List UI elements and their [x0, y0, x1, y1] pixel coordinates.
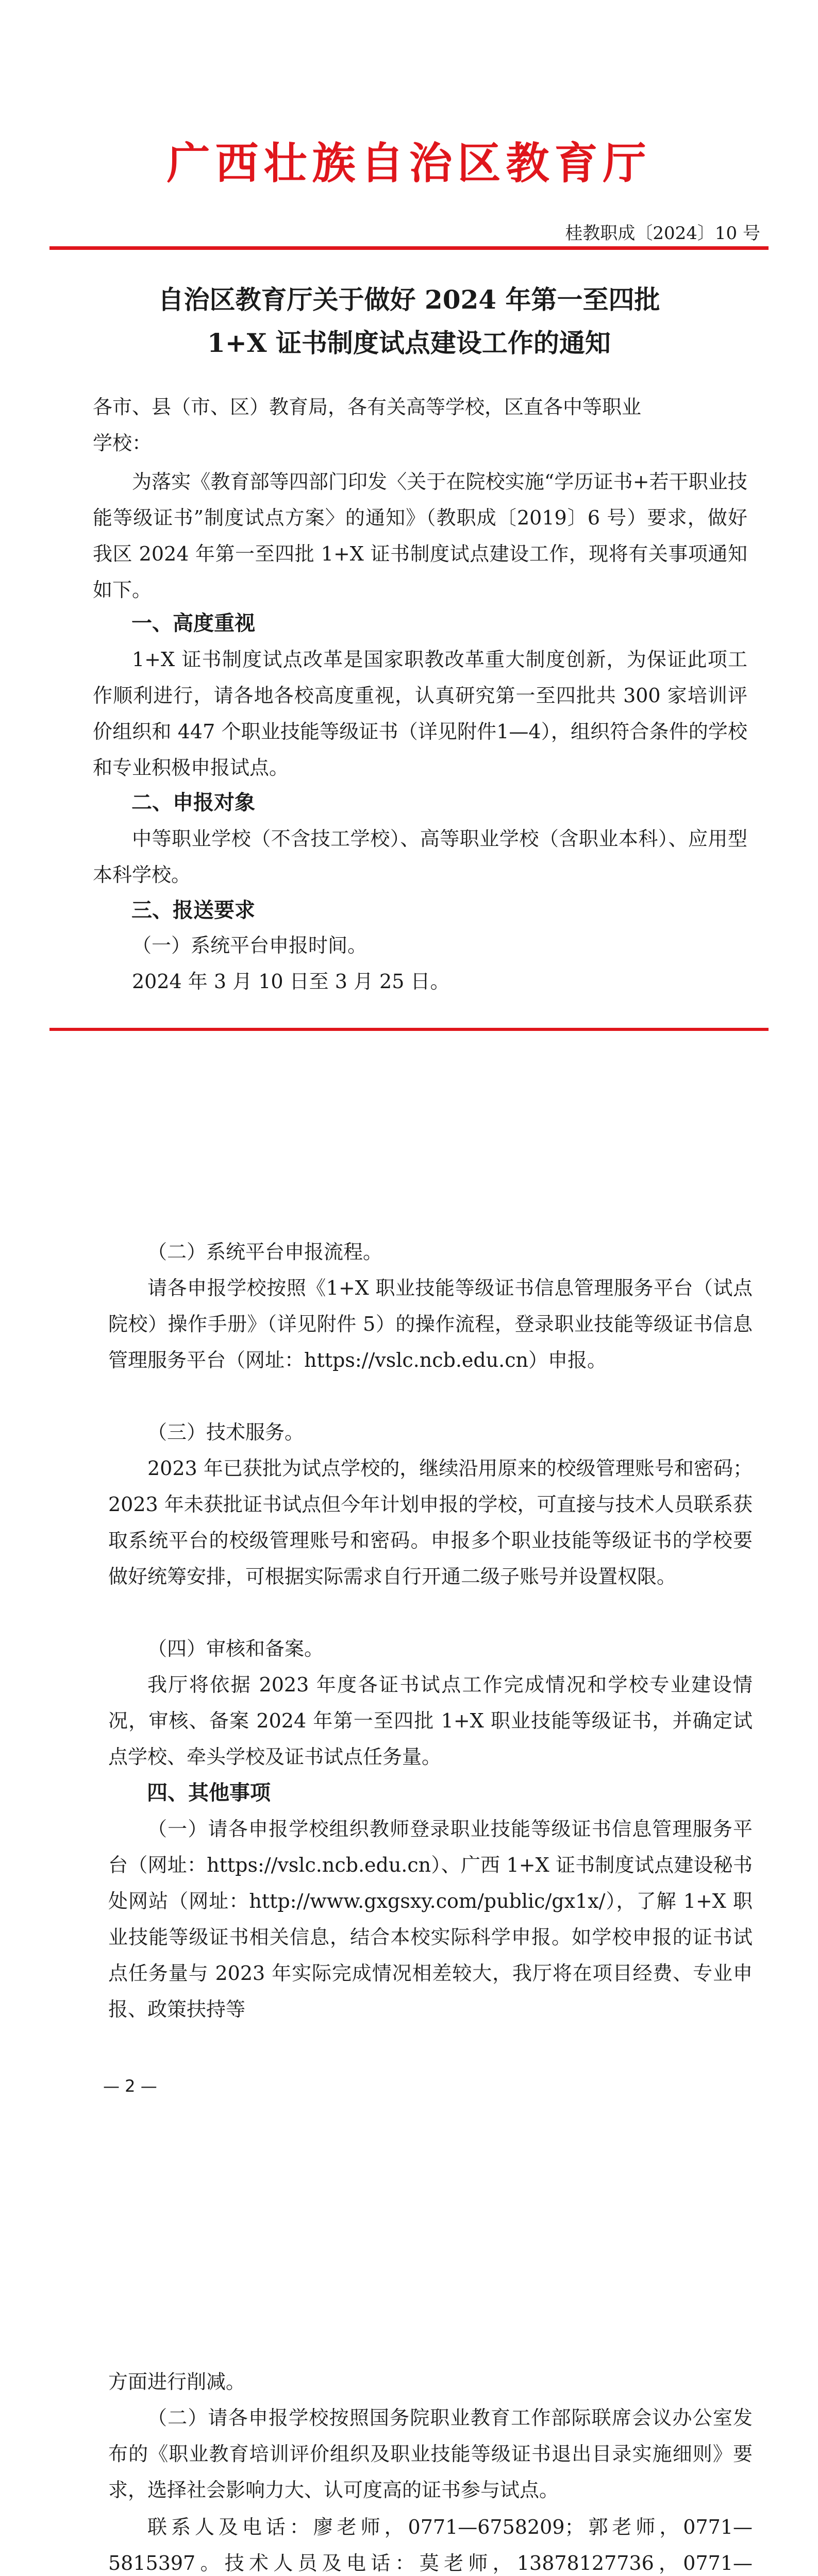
- section-4-body: （一）请各申报学校组织教师登录职业技能等级证书信息管理服务平台（网址：https://vslc.ncb.edu.cn）、广西 1+X 证书制度试点建设秘书处网站（网址：http://www.gxgsxy.com/public/gx1x/），了解 1+X 职业技能等级证书相关信息，结合本校实际科学申报。如学校申报的证书试点任务量与 2023 年实际完成情况相差较大，我厅将在项目经费、专业申报、政策扶持等: [108, 1818, 753, 2021]
- issuer-banner: 广西壮族自治区教育厅: [166, 138, 652, 189]
- page-1: [0, 0, 818, 1051]
- page-number-2: — 2 —: [103, 2076, 157, 2096]
- page-3: [0, 2360, 818, 2576]
- header-red-rule: [49, 246, 769, 250]
- section-3-sub-1: （一）系统平台申报时间。: [132, 934, 368, 957]
- contact-info: 联系人及电话：廖老师，0771—6758209；郭老师，0771—5815397。技术人员及电话：莫老师，13878127736，0771—: [108, 2516, 753, 2574]
- sub-3-heading: （三）技术服务。: [147, 1421, 305, 1444]
- section-2-body: 中等职业学校（不含技工学校）、高等职业学校（含职业本科）、应用型本科学校。: [93, 827, 747, 886]
- section-3-heading: 三、报送要求: [131, 899, 255, 922]
- greeting-line-1: 各市、县（市、区）教育局，各有关高等学校，区直各中等职业: [93, 396, 642, 418]
- page-2: [0, 1051, 818, 2123]
- other-item-2: （二）请各申报学校按照国务院职业教育工作部际联席会议办公室发布的《职业教育培训评价组织及职业技能等级证书退出目录实施细则》要求，选择社会影响力大、认可度高的证书参与试点。: [108, 2406, 753, 2501]
- document-title-line-2: 1+X 证书制度试点建设工作的通知: [207, 328, 611, 358]
- sub-4-body: 我厅将依据 2023 年度各证书试点工作完成情况和学校专业建设情况，审核、备案 2024 年第一至四批 1+X 职业技能等级证书，并确定试点学校、牵头学校及证书试点任务量。: [108, 1673, 753, 1768]
- footer-red-rule: [49, 1028, 769, 1031]
- sub-2-body: 请各申报学校按照《1+X 职业技能等级证书信息管理服务平台（试点院校）操作手册》（详见附件 5）的操作流程，登录职业技能等级证书信息管理服务平台（网址：https://vslc.ncb.edu.cn）申报。: [108, 1277, 753, 1371]
- sub-3-body: 2023 年已获批为试点学校的，继续沿用原来的校级管理账号和密码；2023 年未获批证书试点但今年计划申报的学校，可直接与技术人员联系获取系统平台的校级管理账号和密码。申报多个职业技能等级证书的学校要做好统筹安排，可根据实际需求自行开通二级子账号并设置权限。: [108, 1457, 753, 1588]
- section-1-body: 1+X 证书制度试点改革是国家职教改革重大制度创新，为保证此项工作顺利进行，请各地各校高度重视，认真研究第一至四批共 300 家培训评价组织和 447 个职业技能等级证书（详见附件1—4），组织符合条件的学校和专业积极申报试点。: [93, 648, 747, 779]
- greeting-line-2: 学校：: [93, 432, 152, 454]
- page-gap: [0, 2123, 818, 2360]
- continuation-text: 方面进行削减。: [108, 2370, 246, 2393]
- intro-paragraph: 为落实《教育部等四部门印发〈关于在院校实施“学历证书+若干职业技能等级证书”制度试点方案〉的通知》（教职成〔2019〕6 号）要求，做好我区 2024 年第一至四批 1+X 证书制度试点建设工作，现将有关事项通知如下。: [93, 470, 747, 601]
- section-2-heading: 二、申报对象: [131, 791, 255, 815]
- section-1-heading: 一、高度重视: [131, 612, 255, 635]
- section-4-heading: 四、其他事项: [147, 1781, 271, 1805]
- document-title-line-1: 自治区教育厅关于做好 2024 年第一至四批: [158, 284, 660, 315]
- document-number: 桂教职成〔2024〕10 号: [565, 223, 760, 244]
- section-3-date: 2024 年 3 月 10 日至 3 月 25 日。: [132, 970, 450, 993]
- sub-2-heading: （二）系统平台申报流程。: [147, 1241, 383, 1263]
- sub-4-heading: （四）审核和备案。: [147, 1637, 324, 1660]
